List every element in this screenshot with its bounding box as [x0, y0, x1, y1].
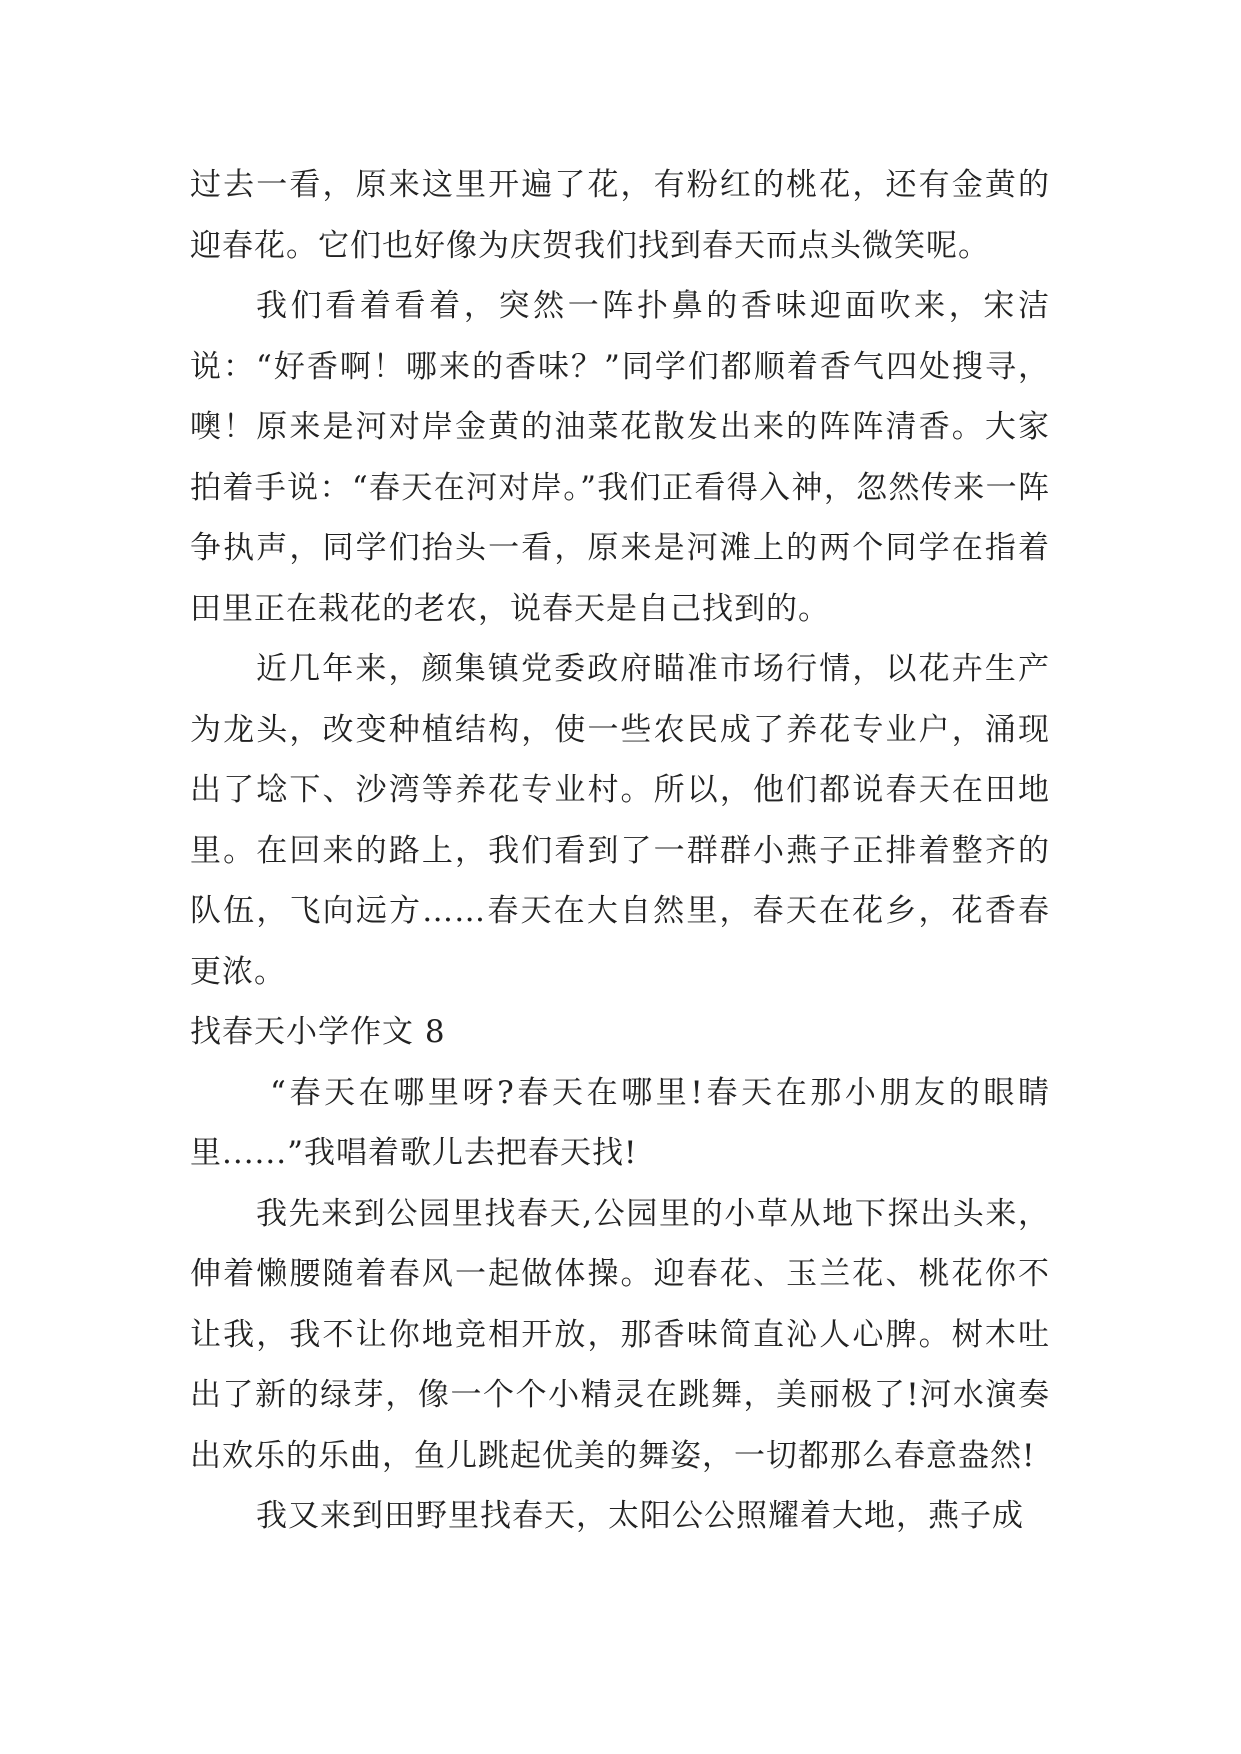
- paragraph-continued: 过去一看，原来这里开遍了花，有粉红的桃花，还有金黄的迎春花。它们也好像为庆贺我们找到春天而点头微笑呢。: [190, 167, 1050, 264]
- essay-heading: 找春天小学作文 8: [190, 1014, 446, 1050]
- essay-paragraph-field: 我又来到田野里找春天，太阳公公照耀着大地，燕子成: [256, 1498, 1024, 1534]
- document-body: [190, 155, 1050, 1547]
- paragraph-fragrance: 我们看着看着，突然一阵扑鼻的香味迎面吹来，宋洁说：“好香啊！哪来的香味？”同学们都顺着香气四处搜寻，噢！原来是河对岸金黄的油菜花散发出来的阵阵清香。大家拍着手说：“春天在河对岸。”我们正看得入神，忽然传来一阵争执声，同学们抬头一看，原来是河滩上的两个同学在指着田里正在栽花的老农，说春天是自己找到的。: [190, 288, 1050, 627]
- paragraph-flower-town: 近几年来，颜集镇党委政府瞄准市场行情，以花卉生产为龙头，改变种植结构，使一些农民成了养花专业户，涌现出了埝下、沙湾等养花专业村。所以，他们都说春天在田地里。在回来的路上，我们看到了一群群小燕子正排着整齐的队伍，飞向远方……春天在大自然里，春天在花乡，花香春更浓。: [190, 651, 1050, 990]
- essay-paragraph-park: 我先来到公园里找春天,公园里的小草从地下探出头来，伸着懒腰随着春风一起做体操。迎春花、玉兰花、桃花你不让我，我不让你地竞相开放，那香味简直沁人心脾。树木吐出了新的绿芽，像一个个小精灵在跳舞，美丽极了!河水演奏出欢乐的乐曲，鱼儿跳起优美的舞姿，一切都那么春意盎然!: [190, 1195, 1050, 1474]
- essay-paragraph-song: “春天在哪里呀?春天在哪里!春天在那小朋友的眼睛里......”我唱着歌儿去把春天找!: [190, 1074, 1050, 1171]
